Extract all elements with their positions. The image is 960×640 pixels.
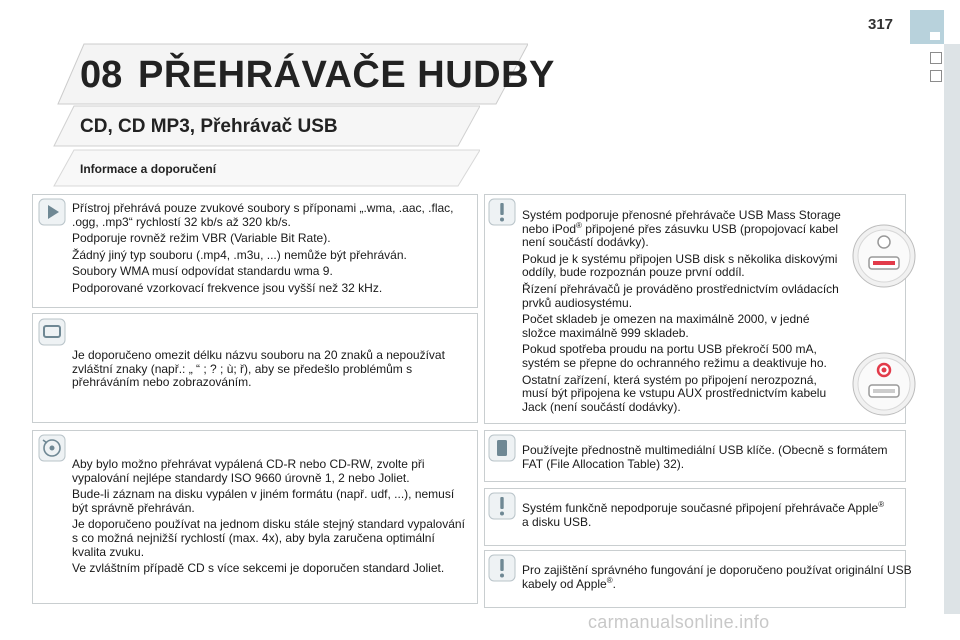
note-formats-p5: Podporované vzorkovací frekvence jsou vyšší než 32 kHz. [72,280,383,295]
subsection-title: Informace a doporučení [80,162,217,176]
note-usb-support-p2: Pokud je k systému připojen USB disk s několika diskovými oddíly, bude rozpoznán pouze první oddíl. [522,251,838,280]
note-cd-p3: Je doporučeno používat na jednom disku stále stejný standard vypalování s co možná nejnižší rychlostí (max. 4x), aby byla zaručena optimální kvalita zvuku. [72,517,465,559]
registered-mark: ® [576,220,582,230]
note-formats-p1: Přístroj přehrává pouze zvukové soubory s příponami „.wma, .aac, .flac, .ogg, .mp3“ rychlostí 32 kb/s až 320 kb/s. [72,201,454,229]
note-apple-cables-p1a: Pro zajištění správného fungování je doporučeno používat originální USB kabely od Apple [522,563,912,591]
play-arrow-icon [38,198,66,226]
note-filenames-text [72,349,476,393]
note-usb-support-p6: Ostatní zařízení, která systém po připojení nerozpozná, musí být připojena ke vstupu AUX prostřednictvím kabelu Jack (není součástí dodávky). [522,372,827,414]
note-formats-p4: Soubory WMA musí odpovídat standardu wma 9. [72,264,333,279]
screen-icon [38,318,66,346]
note-usb-support-p1b: připojené přes zásuvku USB (propojovací kabel není součástí dodávky). [522,221,839,250]
note-usb-support-text [522,209,842,417]
note-formats-text [72,202,470,299]
note-cd-p1: Aby bylo možno přehrávat vypálená CD-R nebo CD-RW, zvolte při vypalování nejlépe standardy ISO 9660 úrovně 1, 2 nebo Joliet. [72,457,425,485]
note-usb-support-p4: Počet skladeb je omezen na maximálně 2000, v jedné složce maximálně 999 skladeb. [522,312,810,340]
usb-port-illustration-1 [852,224,916,288]
note-cd-p4: Ve zvláštním případě CD s více sekcemi je doporučen standard Joliet. [72,561,445,576]
note-apple-simultaneous-p1a: Systém funkčně nepodporuje současné připojení přehrávače Apple [522,501,879,515]
side-strip [944,44,960,614]
note-apple-simultaneous-p1 [522,502,902,529]
warning-icon [488,492,516,520]
note-apple-simultaneous-p1b: a disku USB. [522,514,592,529]
section-title: CD, CD MP3, Přehrávač USB [80,116,338,137]
note-usb-support-p1a: Systém podporuje přenosné přehrávače USB Mass Storage nebo iPod [522,208,841,236]
registered-mark: ® [878,500,885,509]
note-formats-p2: Podporuje rovněž režim VBR (Variable Bit Rate). [72,231,331,246]
note-apple-cables-text [522,564,912,594]
page-number: 317 [868,16,894,33]
watermark: carmanualsonline.info [588,612,770,632]
warning-icon [488,198,516,226]
side-box-1 [930,52,942,64]
note-usb-keys-p1: Používejte přednostně multimediální USB klíče. (Obecně s formátem FAT (File Allocation Table) 32). [522,443,888,471]
note-filenames-p1: Je doporučeno omezit délku názvu souboru na 20 znaků a nepoužívat zvláštní znaky (např.: „ “ ; ? ; ù; ř), aby se předešlo problémům s přehráváním nebo zobrazováním. [72,348,445,390]
side-box-2 [930,70,942,82]
note-formats-p3: Žádný jiný typ souboru (.mp4, .m3u, ...) nemůže být přehráván. [72,247,407,262]
chapter-title: PŘEHRÁVAČE HUDBY [138,54,555,96]
note-cd-p2: Bude-li záznam na disku vypálen v jiném formátu (např. udf, ...), nemusí být správně přehráván. [72,487,455,515]
note-usb-support-p1 [522,209,842,250]
corner-tab [910,10,944,44]
note-apple-cables-p1b: . [612,576,616,591]
warning-icon [488,554,516,582]
usb-stick-icon [488,434,516,462]
note-apple-simultaneous-text [522,502,902,532]
registered-mark: ® [606,575,613,585]
note-cd-text [72,458,470,579]
note-usb-keys-text [522,444,900,474]
corner-tab-square [930,32,940,40]
note-apple-cables-p1 [522,564,912,591]
usb-port-illustration-2 [852,352,916,416]
note-usb-support-p3: Řízení přehrávačů je prováděno prostřednictvím ovládacích prvků audiosystému. [522,281,839,310]
note-usb-support-p5: Pokud spotřeba proudu na portu USB překročí 500 mA, systém se přepne do ochranného režimu a deaktivuje ho. [522,342,827,370]
disc-icon [38,434,66,462]
chapter-number: 08 [80,54,123,96]
